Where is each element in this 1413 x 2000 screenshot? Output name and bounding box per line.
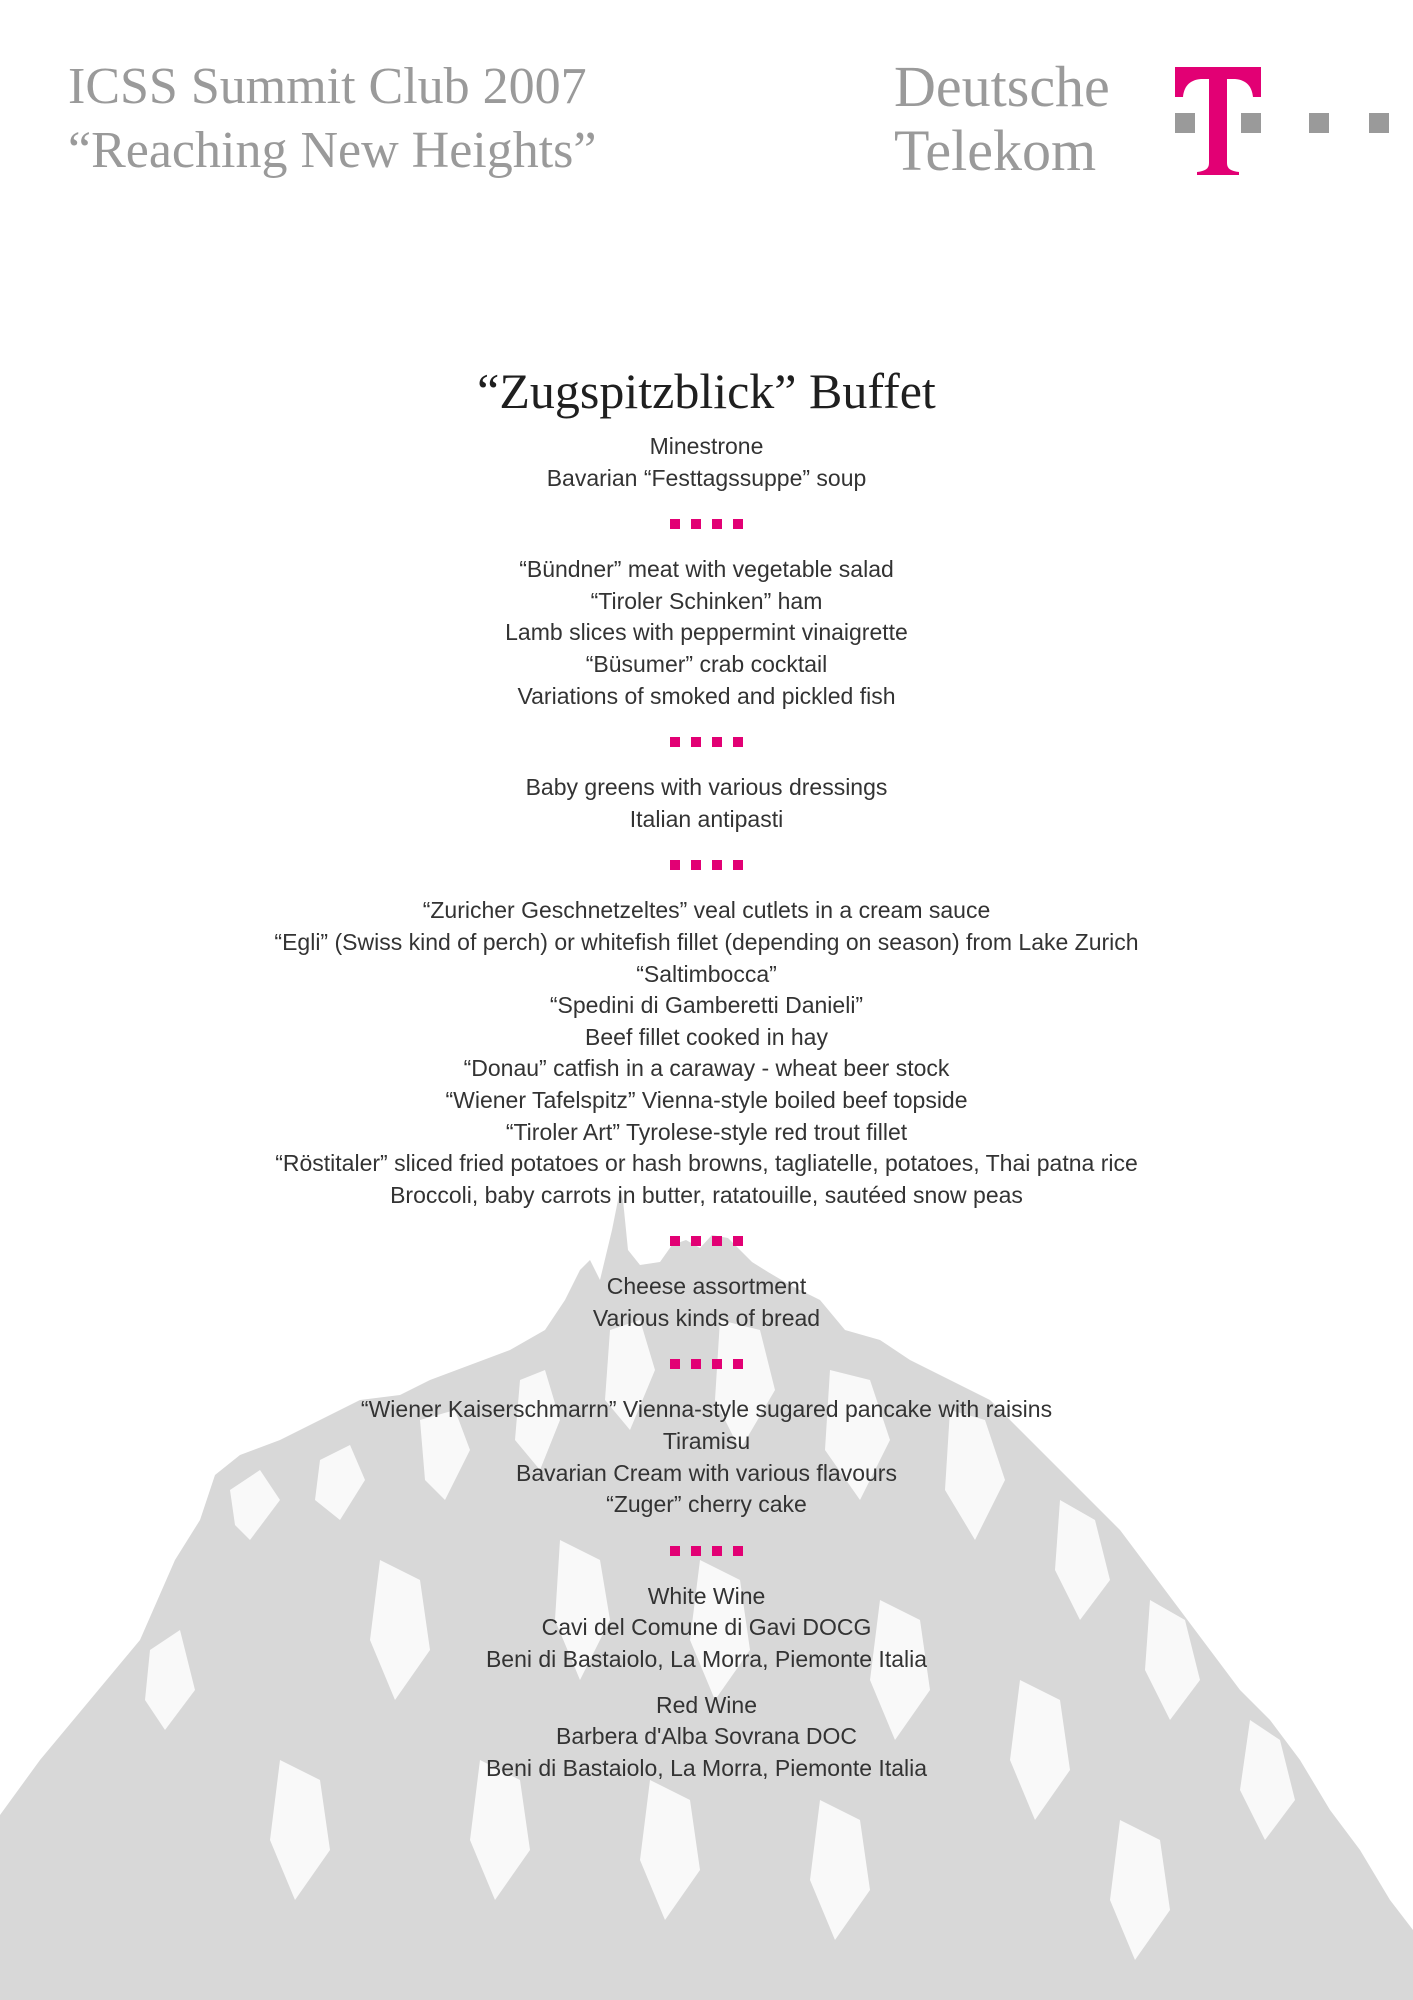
menu-item: “Egli” (Swiss kind of perch) or whitefish fillet (depending on season) from Lake Zurich — [274, 928, 1139, 955]
menu-item: “Röstitaler” sliced fried potatoes or hash browns, tagliatelle, potatoes, Thai patna rice — [275, 1150, 1138, 1177]
menu-item: Beef fillet cooked in hay — [585, 1023, 828, 1050]
section-divider — [0, 1521, 1413, 1581]
brand-line-1: Deutsche — [894, 54, 1110, 119]
menu-item: “Zuger” cherry cake — [606, 1491, 807, 1518]
wine-name: Barbera d'Alba Sovrana DOC — [556, 1723, 857, 1750]
menu-item: Minestrone — [649, 433, 764, 459]
menu-item: “Tiroler Schinken” ham — [590, 587, 823, 614]
mains-section — [0, 895, 1413, 1211]
menu-item: Variations of smoked and pickled fish — [517, 682, 896, 709]
menu-item: Lamb slices with peppermint vinaigrette — [505, 619, 908, 646]
section-divider — [0, 1211, 1413, 1271]
menu-item: “Spedini di Gamberetti Danieli” — [549, 992, 864, 1019]
wine-heading: Red Wine — [656, 1691, 757, 1718]
event-slogan: “Reaching New Heights” — [68, 122, 597, 179]
menu-item: “Wiener Tafelspitz” Vienna-style boiled beef topside — [445, 1086, 968, 1113]
menu-item: Cheese assortment — [606, 1273, 807, 1300]
menu-item: Italian antipasti — [629, 805, 784, 832]
cheese-section — [0, 1271, 1413, 1334]
menu-item: “Wiener Kaiserschmarrn” Vienna-style sugared pancake with raisins — [360, 1396, 1053, 1423]
white-wine-section — [0, 1581, 1413, 1676]
wine-name: Cavi del Comune di Gavi DOCG — [541, 1614, 872, 1641]
menu-item: “Tiroler Art” Tyrolese-style red trout fillet — [505, 1118, 908, 1145]
menu-item: “Saltimbocca” — [636, 960, 777, 987]
red-wine-section — [0, 1690, 1413, 1785]
wine-producer: Beni di Bastaiolo, La Morra, Piemonte Italia — [485, 1754, 928, 1781]
menu-item: Broccoli, baby carrots in butter, ratatouille, sautéed snow peas — [390, 1181, 1023, 1208]
menu-item: Bavarian Cream with various flavours — [516, 1459, 897, 1486]
menu-item: Tiramisu — [662, 1428, 751, 1455]
telekom-t-logo-icon — [1173, 67, 1393, 177]
salads-section — [0, 772, 1413, 835]
brand-wordmark — [894, 55, 1110, 183]
section-divider — [0, 494, 1413, 554]
menu-item: “Donau” catfish in a caraway - wheat beer stock — [463, 1055, 950, 1082]
wine-producer: Beni di Bastaiolo, La Morra, Piemonte Italia — [485, 1646, 928, 1673]
section-divider — [0, 1334, 1413, 1394]
section-divider — [0, 835, 1413, 895]
event-name: ICSS Summit Club 2007 — [68, 58, 587, 115]
menu-item: Various kinds of bread — [592, 1304, 821, 1331]
menu-item: “Bündner” meat with vegetable salad — [519, 556, 894, 583]
soups-section — [0, 431, 1413, 494]
menu-item: “Büsumer” crab cocktail — [585, 650, 828, 677]
section-divider — [0, 712, 1413, 772]
menu-item: Bavarian “Festtagssuppe” soup — [546, 464, 867, 491]
menu-item: “Zuricher Geschnetzeltes” veal cutlets in a cream sauce — [422, 897, 991, 924]
event-title — [68, 55, 596, 183]
menu — [0, 357, 1413, 1784]
menu-title: “Zugspitzblick” Buffet — [477, 363, 936, 419]
menu-item: Baby greens with various dressings — [525, 774, 888, 801]
wine-heading: White Wine — [647, 1582, 766, 1609]
starters-section — [0, 554, 1413, 712]
desserts-section — [0, 1394, 1413, 1520]
brand-line-2: Telekom — [894, 118, 1097, 183]
